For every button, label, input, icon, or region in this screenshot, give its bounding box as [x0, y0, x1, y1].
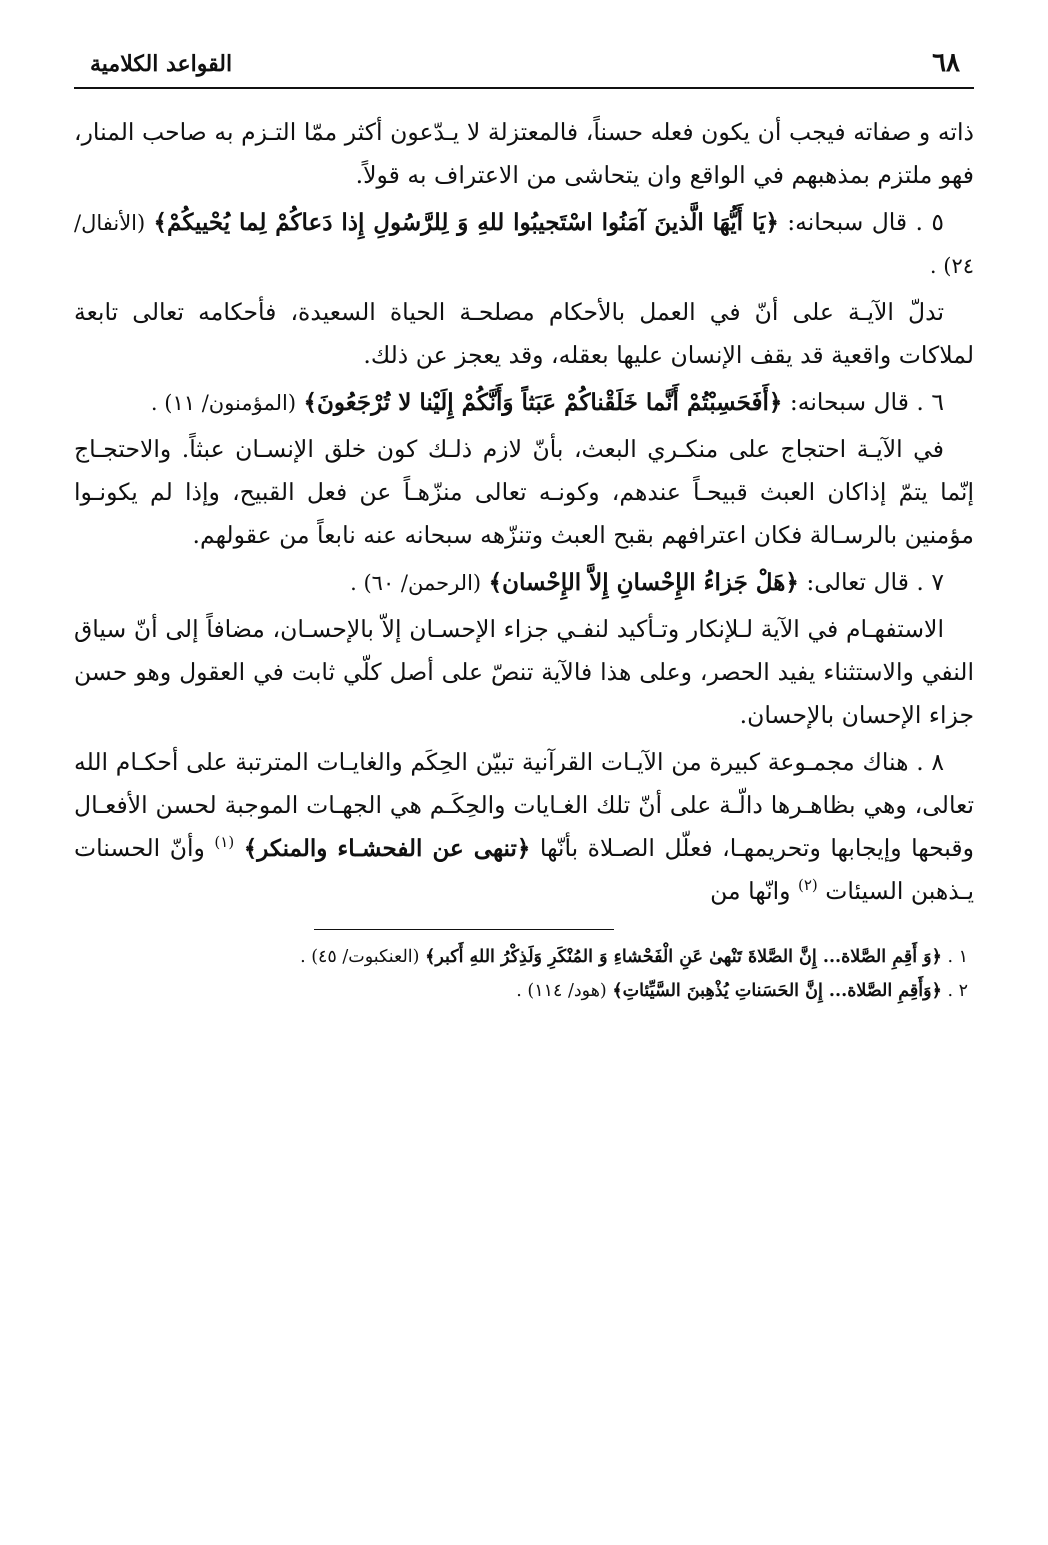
footnote-item — [74, 976, 974, 1007]
paragraph-4-quran: ﴿أَفَحَسِبْتُمْ أَنَّما خَلَقْناكُمْ عَبَثاً وَأَنَّكُمْ إِلَيْنا لا تُرْجَعُونَ﴾ — [303, 389, 783, 417]
paragraph-8-text-before: ٨ . هناك مجمـوعة كبيرة من الآيـات القرآنية تبيّن الحِكَم والغايـات المترتبة على أحكـام الله تعالى، وهي بظاهـرها دالّـة على أنّ تلك الغـايات والحِكَـم هي الجهـات الموجبة لحسن الأفعـال وقبحها وإيجابها وتحريمهـا، فعلّل الصـلاة بأنّها — [74, 748, 974, 863]
paragraph-8-text-mid: وأنّ الحسنات يـذهبن السيئات — [74, 834, 974, 906]
paragraph-6-ref: (الرحمن/ ٦٠) . — [350, 571, 482, 596]
paragraph-8-quran: ﴿تنهى عن الفحشـاء والمنكر﴾ — [243, 835, 531, 863]
paragraph-6-lead: ٧ . قال تعالى: — [806, 568, 944, 597]
footnote-marker: ١ . — [947, 947, 968, 968]
paragraph-4 — [74, 381, 974, 424]
header-divider — [74, 87, 974, 89]
footnote-marker: ٢ . — [947, 980, 968, 1001]
footnote-quran: ﴿وَ أَقِمِ الصَّلاة... إِنَّ الصَّلاةَ تَنْهىٰ عَنِ الْفَحْشاءِ وَ المُنْكَرِ وَلَذِكْرُ اللهِ أَكبر﴾ — [425, 947, 942, 968]
paragraph-1: ذاته و صفاته فيجب أن يكون فعله حسناً، فالمعتزلة لا يـدّعون أكثر ممّا التـزم به صاحب المنار، فهو ملتزم بمذهبهم في الواقع وان يتحاشى من الاعتراف به قولاً. — [74, 118, 974, 189]
paragraph-2-quran: ﴿يَا أَيُّهَا الَّذينَ آمَنُوا اسْتَجيبُوا للهِ وَ لِلرَّسُولِ إِذا دَعاكُمْ لِما يُحْييكُمْ﴾ — [153, 209, 779, 236]
paragraph-4-lead: ٦ . قال سبحانه: — [789, 388, 944, 417]
footnote-marker-2: (٢) — [798, 876, 818, 895]
footnote-marker-1: (١) — [214, 833, 235, 852]
paragraph-6-quran: ﴿هَلْ جَزاءُ الإِحْسانِ إِلاَّ الإِحْسان﴾ — [488, 569, 799, 597]
footnote-ref: (العنكبوت/ ٤٥) . — [300, 947, 420, 968]
paragraph-4-ref: (المؤمنون/ ١١) . — [150, 391, 297, 416]
footnotes-section — [74, 942, 974, 1006]
page-header — [74, 48, 974, 78]
paragraph-3: تدلّ الآيـة على أنّ في العمل بالأحكام مصلحـة الحياة السعيدة، فأحكامه تعالى تابعة لملاكات واقعية قد يقف الإنسان عليها بعقله، وقد يعجز عن ذلك. — [74, 298, 974, 370]
paragraph-2 — [74, 201, 974, 287]
paragraph-5: في الآيـة احتجاج على منكـري البعث، بأنّ لازم ذلـك كون خلق الإنسـان عبثاً. والاحتجـاج إنّما يتمّ إذاكان العبث قبيحـاً عندهم، وكونـه تعالى منزّهـاً عن فعل القبيح، وإذا لم يكونـوا مؤمنين بالرسـالة فكان اعترافهم بقبح العبث وتنزّهه سبحانه عنه نابعاً من عقولهم. — [74, 435, 974, 550]
paragraph-2-lead: ٥ . قال سبحانه: — [787, 208, 944, 236]
paragraph-2-ref: (الأنفال/ ٢٤) . — [74, 211, 974, 279]
footnote-quran: ﴿وَأَقِمِ الصَّلاة... إِنَّ الحَسَناتِ يُذْهِبنَ السَّيِّئاتِ﴾ — [612, 980, 942, 1001]
page-body — [74, 111, 974, 913]
footnote-item — [74, 942, 974, 973]
page-number: ٦٨ — [932, 48, 960, 78]
footnote-separator — [314, 929, 614, 930]
paragraph-6 — [74, 561, 974, 604]
paragraph-7: الاستفهـام في الآية لـلإنكار وتـأكيد لنفـي جزاء الإحسـان إلاّ بالإحسـان، مضافاً إلى أنّ سياق النفي والاستثناء يفيد الحصر، وعلى هذا فالآية تنصّ على أصل كلّي ثابت في العقول وهو حسن جزاء الإحسان بالإحسان. — [74, 615, 974, 730]
footnote-ref: (هود/ ١١٤) . — [516, 980, 607, 1001]
book-title: القواعد الكلامية — [90, 51, 233, 77]
paragraph-8 — [74, 741, 974, 913]
paragraph-8-text-after: وانّها من — [710, 877, 791, 906]
